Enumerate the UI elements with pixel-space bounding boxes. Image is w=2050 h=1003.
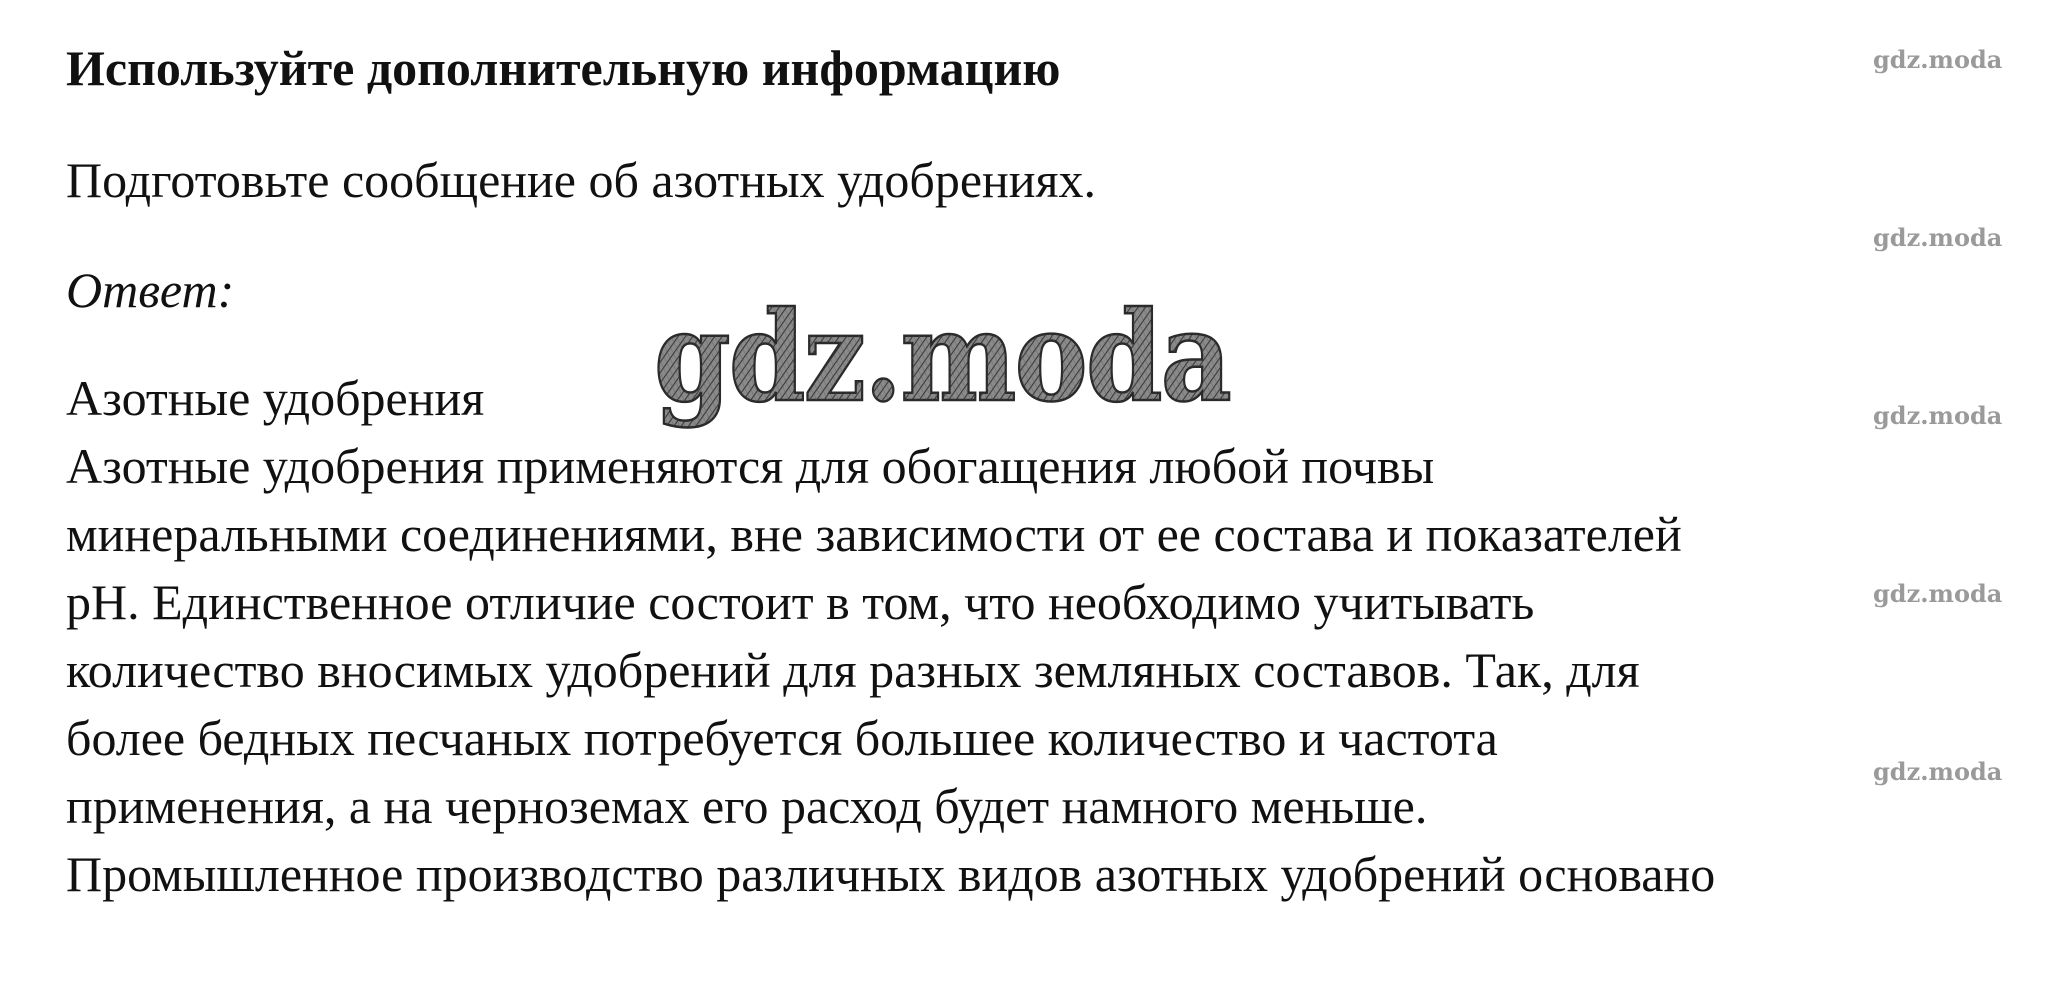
answer-line: более бедных песчаных потребуется большее количество и частота	[66, 710, 1498, 766]
answer-body	[66, 432, 1715, 908]
watermark-logo-text: gdz.moda	[654, 292, 1230, 430]
watermark-logo	[650, 292, 1236, 438]
watermark-small: gdz.moda	[1873, 757, 2003, 786]
answer-line: количество вносимых удобрений для разных земляных составов. Так, для	[66, 642, 1640, 698]
task-text: Подготовьте сообщение об азотных удобрениях.	[66, 152, 1097, 208]
answer-line: Азотные удобрения применяются для обогащения любой почвы	[66, 438, 1435, 494]
watermark-small: gdz.moda	[1873, 401, 2003, 430]
section-heading: Используйте дополнительную информацию	[66, 40, 1061, 96]
answer-label: Ответ:	[66, 262, 235, 318]
watermark-small: gdz.moda	[1873, 223, 2003, 252]
answer-line: минеральными соединениями, вне зависимости от ее состава и показателей	[66, 506, 1682, 562]
answer-line: Промышленное производство различных видов азотных удобрений основано	[66, 846, 1716, 902]
answer-line: pH. Единственное отличие состоит в том, что необходимо учитывать	[66, 574, 1535, 630]
watermark-small: gdz.moda	[1873, 45, 2003, 74]
answer-title: Азотные удобрения	[66, 370, 485, 426]
watermark-logo-texture: gdz.moda	[654, 292, 1230, 430]
answer-line: применения, а на черноземах его расход будет намного меньше.	[66, 778, 1428, 834]
watermark-small: gdz.moda	[1873, 579, 2003, 608]
